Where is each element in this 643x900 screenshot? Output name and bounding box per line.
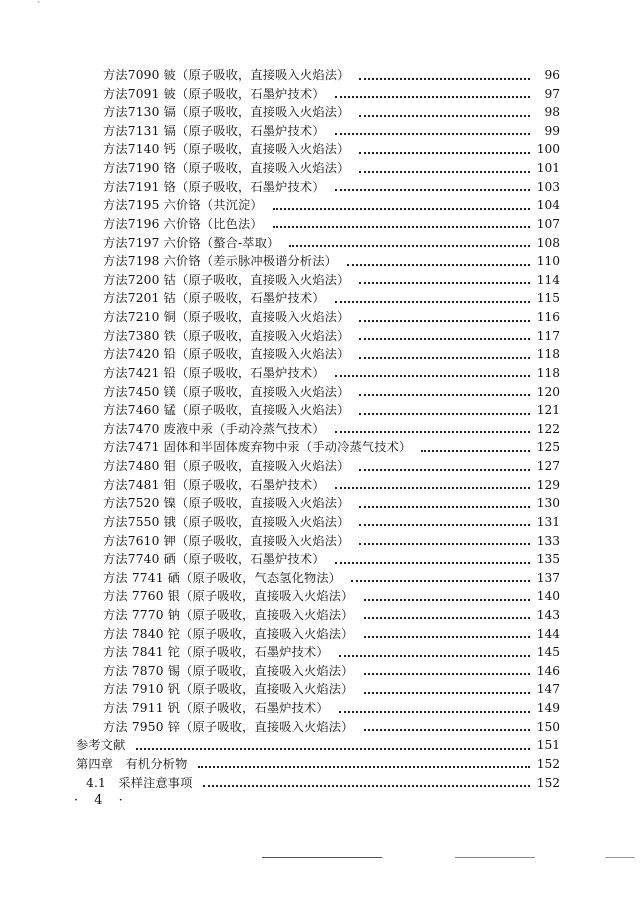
toc-entry-title: 方法 7910 钒（原子吸收，直接吸入火焰法）: [103, 682, 354, 697]
toc-entry-page: 115: [536, 291, 560, 306]
toc-entry: [103, 252, 560, 271]
toc-entry-title: 方法7420 铅（原子吸收，直接吸入火焰法）: [103, 347, 350, 362]
toc-entry-page: 101: [536, 161, 560, 176]
dot-leader: [359, 543, 530, 545]
dot-leader: [203, 785, 530, 787]
toc-entry: [103, 178, 560, 197]
toc-entry-page: 122: [536, 421, 560, 436]
toc-entry-page: 110: [536, 254, 560, 269]
toc-entry-title: 方法7480 钼（原子吸收，直接吸入火焰法）: [103, 459, 350, 474]
toc-entry-title: 方法7550 锇（原子吸收，直接吸入火焰法）: [103, 514, 350, 529]
toc-entry: [103, 438, 560, 457]
toc-entry: [103, 215, 560, 234]
toc-entry-title: 方法 7741 硒（原子吸收，气态氢化物法）: [103, 570, 342, 585]
toc-entry: [103, 289, 560, 308]
toc-entry: [103, 327, 560, 346]
dot-leader: [273, 208, 530, 210]
toc-entry-title: 方法7191 铬（原子吸收，石墨炉技术）: [103, 179, 325, 194]
scan-line: [455, 857, 535, 858]
toc-entry-title: 方法7200 钴（原子吸收，直接吸入火焰法）: [103, 272, 350, 287]
dot-leader: [359, 394, 530, 396]
toc-entry-title: 方法7130 镉（原子吸收，直接吸入火焰法）: [103, 105, 350, 120]
toc-entry-title: 第四章 有机分析物: [76, 756, 188, 771]
toc-entry: [103, 569, 560, 588]
toc-entry-title: 方法7197 六价铬（螯合-萃取）: [103, 235, 280, 250]
toc-entry: [103, 718, 560, 737]
dot-leader: [335, 301, 530, 303]
toc-entry-title: 4.1 采样注意事项: [86, 775, 193, 790]
toc-entry-page: 97: [544, 86, 560, 101]
toc-entry: [103, 196, 560, 215]
toc-entry-title: 方法 7950 锌（原子吸收，直接吸入火焰法）: [103, 719, 354, 734]
toc-entry-page: 100: [536, 142, 560, 157]
toc-entry: [103, 476, 560, 495]
toc-entry-title: 方法7380 铁（原子吸收，直接吸入火焰法）: [103, 328, 350, 343]
toc-entry-page: 121: [536, 403, 560, 418]
toc-entry-page: 116: [536, 310, 560, 325]
dot-leader: [335, 133, 530, 135]
toc-entry-title: 方法7421 铅（原子吸收，石墨炉技术）: [103, 365, 325, 380]
dot-leader: [364, 636, 530, 638]
toc-entry-title: 方法7198 六价铬（差示脉冲极谱分析法）: [103, 254, 338, 269]
toc-entry-page: 133: [536, 533, 560, 548]
dot-leader: [359, 524, 530, 526]
dot-leader: [347, 264, 530, 266]
toc-entry: [103, 587, 560, 606]
toc-entry: [103, 85, 560, 104]
scan-speck: ˊ: [36, 2, 41, 12]
toc-entry-title: 方法7195 六价铬（共沉淀）: [103, 198, 263, 213]
toc-entry-page: 118: [536, 365, 560, 380]
toc-entry-title: 方法7210 铜（原子吸收，直接吸入火焰法）: [103, 310, 350, 325]
toc-entry-page: 104: [536, 198, 560, 213]
toc-entry: [76, 736, 560, 755]
toc-entry-page: 125: [536, 440, 560, 455]
page-number: · 4 ·: [74, 793, 129, 808]
toc-entry-page: 114: [536, 272, 560, 287]
toc-entry-title: 方法7450 镁（原子吸收，直接吸入火焰法）: [103, 384, 350, 399]
dot-leader: [359, 282, 530, 284]
dot-leader: [359, 469, 530, 471]
toc-entry: [86, 774, 560, 793]
toc-entry-title: 方法7471 固体和半固体废弃物中汞（手动冷蒸气技术）: [103, 440, 412, 455]
toc-entry-page: 145: [536, 645, 560, 660]
dot-leader: [359, 506, 530, 508]
dot-leader: [364, 692, 530, 694]
dot-leader: [198, 766, 531, 768]
toc-entry-title: 方法7091 铍（原子吸收，石墨炉技术）: [103, 86, 325, 101]
dot-leader: [289, 245, 530, 247]
dot-leader: [364, 599, 530, 601]
toc-entry: [103, 420, 560, 439]
toc-entry: [103, 643, 560, 662]
toc-entry-page: 127: [536, 459, 560, 474]
toc-entry: [103, 122, 560, 141]
toc-entry-title: 方法7201 钴（原子吸收，石墨炉技术）: [103, 291, 325, 306]
toc-entry-page: 129: [536, 477, 560, 492]
dot-leader: [339, 655, 530, 657]
toc-entry-page: 99: [544, 123, 560, 138]
toc-entry: [103, 401, 560, 420]
toc-entry: [76, 755, 560, 774]
dot-leader: [359, 338, 530, 340]
dot-leader: [339, 711, 530, 713]
dot-leader: [359, 152, 530, 154]
toc-entry-title: 方法 7840 铊（原子吸收，直接吸入火焰法）: [103, 626, 354, 641]
toc-entry: [103, 457, 560, 476]
toc-entry: [103, 234, 560, 253]
toc-entry: [103, 680, 560, 699]
toc-entry-title: 方法7520 镍（原子吸收，直接吸入火焰法）: [103, 496, 350, 511]
dot-leader: [335, 431, 530, 433]
scan-line: [605, 857, 635, 858]
toc-entry-title: 方法7190 铬（原子吸收，直接吸入火焰法）: [103, 161, 350, 176]
dot-leader: [359, 357, 530, 359]
toc-entry-title: 方法7460 锰（原子吸收，直接吸入火焰法）: [103, 403, 350, 418]
toc-entry-page: 152: [536, 775, 560, 790]
toc-entry: [103, 550, 560, 569]
toc-entry-page: 147: [536, 682, 560, 697]
toc-entry: [103, 383, 560, 402]
toc-entry-title: 方法7481 钼（原子吸收，石墨炉技术）: [103, 477, 325, 492]
dot-leader: [359, 115, 530, 117]
toc-entry: [103, 66, 560, 85]
toc-entry: [103, 364, 560, 383]
dot-leader: [335, 375, 530, 377]
dot-leader: [359, 78, 530, 80]
toc-entry-title: 方法7740 硒（原子吸收，石墨炉技术）: [103, 552, 325, 567]
toc-entry-page: 135: [536, 552, 560, 567]
toc-entry-page: 130: [536, 496, 560, 511]
toc-entry-page: 149: [536, 701, 560, 716]
toc-entry: [103, 494, 560, 513]
toc-entry-page: 117: [536, 328, 560, 343]
toc-entry-page: 146: [536, 663, 560, 678]
toc-entry-page: 118: [536, 347, 560, 362]
dot-leader: [335, 562, 530, 564]
toc-entry-page: 137: [536, 570, 560, 585]
dot-leader: [364, 617, 530, 619]
toc-entry: [103, 159, 560, 178]
dot-leader: [136, 748, 530, 750]
toc-entry-page: 108: [536, 235, 560, 250]
toc-entry: [103, 625, 560, 644]
toc-entry: [103, 699, 560, 718]
dot-leader: [359, 320, 530, 322]
toc-entry-page: 98: [544, 105, 560, 120]
dot-leader: [421, 450, 530, 452]
toc-entry-title: 方法 7760 银（原子吸收，直接吸入火焰法）: [103, 589, 354, 604]
toc-entry-title: 方法7470 废液中汞（手动冷蒸气技术）: [103, 421, 325, 436]
toc-entry-title: 方法 7770 钠（原子吸收，直接吸入火焰法）: [103, 607, 354, 622]
toc-entry-page: 131: [536, 514, 560, 529]
dot-leader: [273, 226, 530, 228]
dot-leader: [351, 580, 530, 582]
toc-entry-title: 方法7610 钾（原子吸收，直接吸入火焰法）: [103, 533, 350, 548]
dot-leader: [364, 673, 530, 675]
toc-entry: [103, 271, 560, 290]
toc-entry: [103, 532, 560, 551]
toc-entry: [103, 606, 560, 625]
toc-entry-page: 96: [544, 68, 560, 82]
toc-entry-title: 方法 7870 锡（原子吸收，直接吸入火焰法）: [103, 663, 354, 678]
dot-leader: [364, 729, 530, 731]
toc-entry-page: 144: [536, 626, 560, 641]
toc-entry: [103, 345, 560, 364]
toc-entry-page: 140: [536, 589, 560, 604]
toc-entry-page: 103: [536, 179, 560, 194]
toc-entry-page: 152: [536, 756, 560, 771]
toc-entry-title: 方法7131 镉（原子吸收，石墨炉技术）: [103, 123, 325, 138]
toc-entry-page: 150: [536, 719, 560, 734]
dot-leader: [335, 487, 530, 489]
dot-leader: [359, 413, 530, 415]
toc-entry-page: 120: [536, 384, 560, 399]
dot-leader: [335, 189, 530, 191]
toc-entry-title: 方法7140 钙（原子吸收，直接吸入火焰法）: [103, 142, 350, 157]
toc-entry: [103, 662, 560, 681]
toc-entry: [103, 103, 560, 122]
toc-entry-title: 方法 7841 铊（原子吸收，石墨炉技术）: [103, 645, 329, 660]
toc-entry-title: 方法7090 铍（原子吸收，直接吸入火焰法）: [103, 68, 350, 82]
dot-leader: [335, 96, 530, 98]
dot-leader: [359, 171, 530, 173]
toc-entry-page: 151: [536, 738, 560, 753]
toc-entry: [103, 513, 560, 532]
toc-entry-page: 143: [536, 607, 560, 622]
toc-entry: [103, 308, 560, 327]
toc-entry-title: 方法 7911 钒（原子吸收，石墨炉技术）: [103, 701, 329, 716]
toc-entry-title: 方法7196 六价铬（比色法）: [103, 216, 263, 231]
toc-entry: [103, 140, 560, 159]
toc-entry-title: 参考文献: [76, 738, 126, 753]
toc-entry-page: 107: [536, 216, 560, 231]
scan-line: [262, 857, 382, 858]
